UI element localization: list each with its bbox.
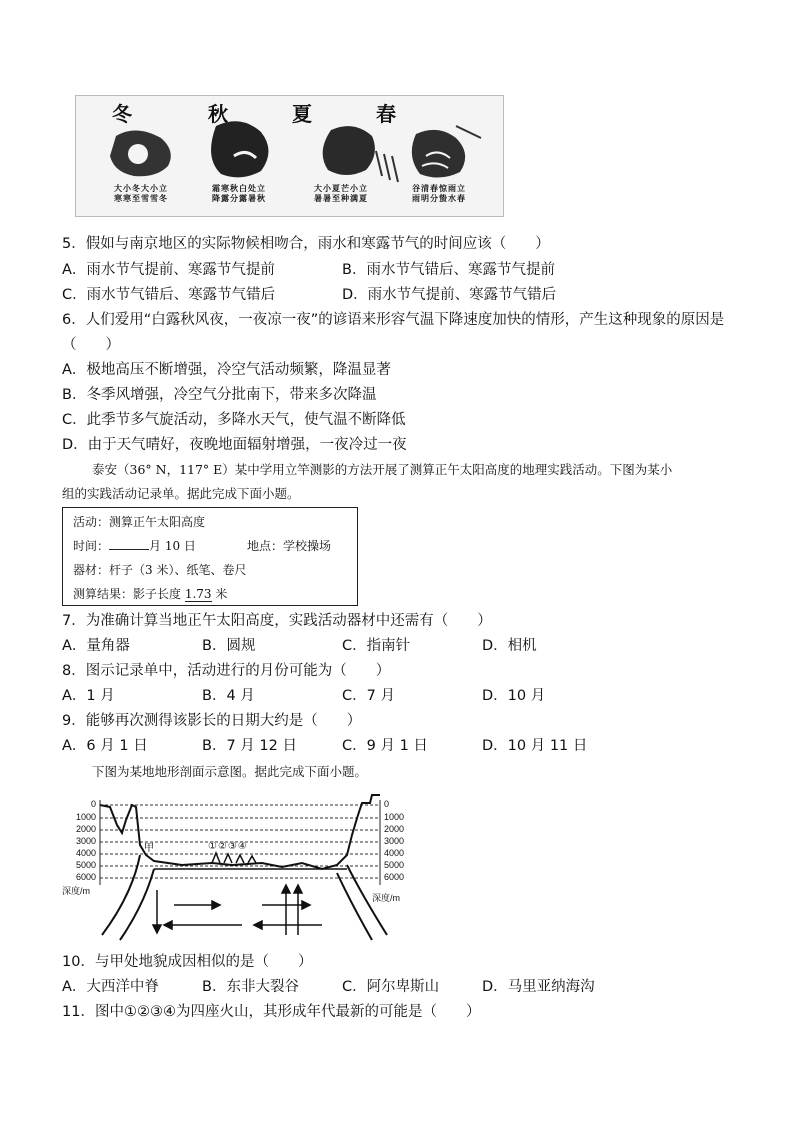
terrain-profile-figure bbox=[62, 785, 430, 945]
q8-option-c[interactable]: C．7 月 bbox=[342, 688, 395, 704]
season-winter: 冬 bbox=[112, 102, 132, 126]
q6-stem-cont: （ ） bbox=[62, 337, 120, 353]
record-equipment: 器材：杆子（3 米）、纸笔、卷尺 bbox=[73, 563, 247, 577]
q5-stem: 5．假如与南京地区的实际物候相吻合，雨水和寒露节气的时间应该（ ） bbox=[62, 236, 550, 252]
summer-terms: 大小夏芒小立 暑暑至种满夏 bbox=[314, 184, 368, 203]
q5-option-c[interactable]: C．雨水节气错后、寒露节气错后 bbox=[62, 287, 276, 303]
q9-option-a[interactable]: A．6 月 1 日 bbox=[62, 738, 148, 754]
q6-option-d[interactable]: D．由于天气晴好，夜晚地面辐射增强，一夜冷过一夜 bbox=[62, 437, 407, 453]
q7-option-c[interactable]: C．指南针 bbox=[342, 638, 411, 654]
q6-option-b[interactable]: B．冬季风增强，冷空气分批南下，带来多次降温 bbox=[62, 387, 377, 403]
season-spring: 春 bbox=[376, 102, 396, 126]
q11-stem: 11．图中①②③④为四座火山，其形成年代最新的可能是（ ） bbox=[62, 1004, 481, 1020]
season-summer: 夏 bbox=[292, 102, 312, 126]
q8-option-d[interactable]: D．10 月 bbox=[482, 688, 546, 704]
q8-option-b[interactable]: B．4 月 bbox=[202, 688, 255, 704]
season-autumn: 秋 bbox=[208, 102, 228, 126]
q8-option-a[interactable]: A．1 月 bbox=[62, 688, 115, 704]
q9-option-d[interactable]: D．10 月 11 日 bbox=[482, 738, 588, 754]
record-result-value: 1.73 bbox=[184, 587, 212, 601]
q5-option-d[interactable]: D．雨水节气提前、寒露节气错后 bbox=[342, 287, 557, 303]
q9-option-c[interactable]: C．9 月 1 日 bbox=[342, 738, 428, 754]
q6-option-a[interactable]: A．极地高压不断增强，冷空气活动频繁，降温显著 bbox=[62, 362, 391, 378]
left-tick-0: 0 bbox=[90, 799, 96, 809]
q10-option-a[interactable]: A．大西洋中脊 bbox=[62, 979, 159, 995]
right-tick-0: 0 bbox=[384, 799, 390, 809]
right-axis-unit: 深度/m bbox=[372, 893, 400, 903]
q9-option-b[interactable]: B．7 月 12 日 bbox=[202, 738, 297, 754]
left-tick-6000: 6000 bbox=[75, 872, 96, 882]
q9-stem: 9．能够再次测得该影长的日期大约是（ ） bbox=[62, 713, 362, 729]
q8-stem: 8．图示记录单中，活动进行的月份可能为（ ） bbox=[62, 663, 391, 679]
terrain-profile-drawing bbox=[62, 785, 430, 945]
right-tick-3000: 3000 bbox=[384, 836, 405, 846]
q6-option-c[interactable]: C．此季节多气旋活动，多降水天气，使气温不断降低 bbox=[62, 412, 406, 428]
intro-taian-line2: 组的实践活动记录单。据此完成下面小题。 bbox=[62, 486, 300, 501]
winter-terms: 大小冬大小立 寒寒至雪雪冬 bbox=[114, 184, 168, 203]
q10-option-b[interactable]: B．东非大裂谷 bbox=[202, 979, 299, 995]
q10-option-d[interactable]: D．马里亚纳海沟 bbox=[482, 979, 595, 995]
spring-terms: 谷清春惊雨立 雨明分蛰水春 bbox=[412, 184, 466, 203]
record-place: 地点：学校操场 bbox=[247, 539, 332, 553]
record-result bbox=[73, 585, 227, 602]
record-result-unit: 米 bbox=[215, 587, 228, 601]
left-tick-3000: 3000 bbox=[75, 836, 96, 846]
solar-terms-figure bbox=[75, 95, 504, 217]
left-tick-4000: 4000 bbox=[75, 848, 96, 858]
record-time-blank bbox=[109, 549, 149, 550]
q7-option-d[interactable]: D．相机 bbox=[482, 638, 537, 654]
right-tick-4000: 4000 bbox=[384, 848, 405, 858]
left-tick-5000: 5000 bbox=[75, 860, 96, 870]
q6-stem: 6．人们爱用“白露秋风夜，一夜凉一夜”的谚语来形容气温下降速度加快的情形，产生这种现象的原因是 bbox=[62, 312, 725, 328]
right-tick-5000: 5000 bbox=[384, 860, 405, 870]
right-tick-2000: 2000 bbox=[384, 824, 405, 834]
q7-option-b[interactable]: B．圆规 bbox=[202, 638, 256, 654]
right-tick-1000: 1000 bbox=[384, 812, 405, 822]
intro-profile: 下图为某地地形剖面示意图。据此完成下面小题。 bbox=[92, 764, 368, 779]
label-volcanoes: ①②③④ bbox=[208, 841, 248, 852]
q7-option-a[interactable]: A．量角器 bbox=[62, 638, 130, 654]
left-tick-2000: 2000 bbox=[75, 824, 96, 834]
label-jia: 甲 bbox=[144, 843, 154, 854]
q7-stem: 7．为准确计算当地正午太阳高度，实践活动器材中还需有（ ） bbox=[62, 613, 492, 629]
q10-stem: 10．与甲处地貌成因相似的是（ ） bbox=[62, 954, 313, 970]
intro-taian-line1: 泰安（36° N，117° E）某中学用立竿测影的方法开展了测算正午太阳高度的地理实践活动。下图为某小 bbox=[92, 462, 673, 477]
record-time-label: 时间： bbox=[73, 539, 110, 553]
record-activity: 活动：测算正午太阳高度 bbox=[73, 515, 206, 529]
record-time-row bbox=[73, 537, 196, 554]
q5-option-a[interactable]: A．雨水节气提前、寒露节气提前 bbox=[62, 262, 275, 278]
left-tick-1000: 1000 bbox=[75, 812, 96, 822]
record-time-suffix: 月 10 日 bbox=[149, 539, 196, 553]
autumn-terms: 霜寒秋白处立 降露分露暑秋 bbox=[212, 184, 266, 203]
q10-option-c[interactable]: C．阿尔卑斯山 bbox=[342, 979, 440, 995]
record-result-prefix: 测算结果：影子长度 bbox=[73, 587, 182, 601]
q5-option-b[interactable]: B．雨水节气错后、寒露节气提前 bbox=[342, 262, 555, 278]
right-tick-6000: 6000 bbox=[384, 872, 405, 882]
activity-record-sheet bbox=[62, 507, 358, 606]
left-axis-unit: 深度/m bbox=[62, 886, 90, 896]
